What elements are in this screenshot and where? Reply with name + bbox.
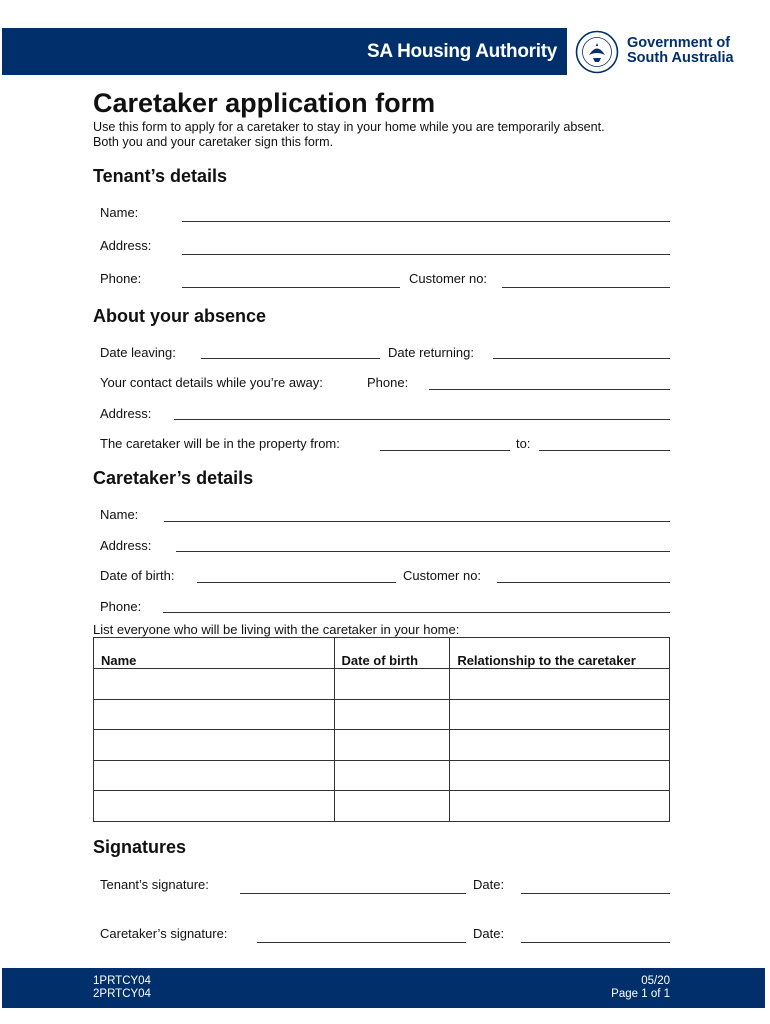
- caretaker-dob-field[interactable]: [197, 582, 396, 583]
- table-cell[interactable]: [94, 669, 335, 700]
- property-to-label: to:: [516, 436, 531, 451]
- tenant-name-field[interactable]: [182, 221, 670, 222]
- date-leaving-label: Date leaving:: [100, 345, 176, 360]
- caretaker-phone-label: Phone:: [100, 599, 142, 614]
- caretaker-date-field[interactable]: [521, 942, 670, 943]
- property-from-label: The caretaker will be in the property from:: [100, 436, 340, 451]
- tenant-customer-field[interactable]: [502, 287, 670, 288]
- table-cell[interactable]: [334, 730, 450, 761]
- header-banner: [2, 28, 567, 75]
- household-list-label: List everyone who will be living with the caretaker in your home:: [93, 622, 460, 637]
- page-info: [611, 975, 670, 1001]
- form-code-1: 1PRTCY04: [93, 975, 151, 987]
- table-cell[interactable]: [334, 791, 450, 822]
- intro-line-2: Both you and your caretaker sign this form.: [93, 135, 334, 149]
- away-phone-field[interactable]: [429, 389, 670, 390]
- table-row: [94, 669, 670, 700]
- form-intro: [93, 120, 605, 150]
- date-returning-label: Date returning:: [388, 345, 474, 360]
- form-version: 05/20: [641, 975, 670, 987]
- page-number: Page 1 of 1: [611, 988, 670, 1000]
- sa-crest-logo: [575, 30, 619, 74]
- col-dob-header: Date of birth: [334, 638, 450, 669]
- table-cell[interactable]: [94, 730, 335, 761]
- away-address-field[interactable]: [174, 419, 670, 420]
- table-row: [94, 760, 670, 791]
- table-cell[interactable]: [450, 791, 670, 822]
- tenant-date-field[interactable]: [521, 893, 670, 894]
- contact-details-label: Your contact details while you’re away:: [100, 375, 323, 390]
- signatures-heading: Signatures: [93, 837, 187, 857]
- caretaker-date-label: Date:: [473, 926, 505, 941]
- form-codes: [93, 975, 151, 1001]
- col-relationship-header: Relationship to the caretaker: [450, 638, 670, 669]
- col-name-header: Name: [94, 638, 335, 669]
- caretaker-customer-label: Customer no:: [403, 568, 482, 583]
- caretaker-heading: Caretaker’s details: [93, 468, 254, 488]
- caretaker-phone-field[interactable]: [163, 612, 670, 613]
- property-to-field[interactable]: [539, 450, 670, 451]
- away-phone-label: Phone:: [367, 375, 409, 390]
- table-header-row: [94, 638, 670, 669]
- caretaker-address-field[interactable]: [176, 551, 670, 552]
- tenant-date-label: Date:: [473, 877, 505, 892]
- gov-line-1: Government of: [627, 35, 731, 51]
- date-returning-field[interactable]: [493, 358, 670, 359]
- table-cell[interactable]: [450, 699, 670, 730]
- caretaker-signature-field[interactable]: [257, 942, 466, 943]
- caretaker-dob-label: Date of birth:: [100, 568, 175, 583]
- tenant-customer-label: Customer no:: [409, 271, 488, 286]
- agency-title: SA Housing Authority: [367, 41, 557, 62]
- form-code-2: 2PRTCY04: [93, 988, 151, 1000]
- household-table: [93, 637, 670, 822]
- table-row: [94, 699, 670, 730]
- property-from-field[interactable]: [380, 450, 510, 451]
- caretaker-name-label: Name:: [100, 507, 139, 522]
- table-cell[interactable]: [450, 669, 670, 700]
- tenant-name-label: Name:: [100, 205, 139, 220]
- tenant-address-field[interactable]: [182, 254, 670, 255]
- tenant-signature-label: Tenant’s signature:: [100, 877, 209, 892]
- tenant-address-label: Address:: [100, 238, 152, 253]
- caretaker-address-label: Address:: [100, 538, 152, 553]
- tenant-phone-label: Phone:: [100, 271, 142, 286]
- table-cell[interactable]: [334, 699, 450, 730]
- table-cell[interactable]: [450, 760, 670, 791]
- table-cell[interactable]: [334, 760, 450, 791]
- caretaker-customer-field[interactable]: [497, 582, 670, 583]
- government-wordmark: [627, 36, 734, 66]
- tenant-heading: Tenant’s details: [93, 166, 228, 186]
- absence-heading: About your absence: [93, 306, 267, 326]
- date-leaving-field[interactable]: [201, 358, 380, 359]
- table-cell[interactable]: [450, 730, 670, 761]
- tenant-signature-field[interactable]: [240, 893, 466, 894]
- footer-bar: [2, 968, 765, 1008]
- caretaker-signature-label: Caretaker’s signature:: [100, 926, 228, 941]
- form-title: Caretaker application form: [93, 88, 436, 118]
- away-address-label: Address:: [100, 406, 152, 421]
- table-cell[interactable]: [334, 669, 450, 700]
- gov-line-2: South Australia: [627, 50, 734, 66]
- table-row: [94, 730, 670, 761]
- caretaker-name-field[interactable]: [164, 521, 670, 522]
- tenant-phone-field[interactable]: [182, 287, 400, 288]
- table-row: [94, 791, 670, 822]
- table-cell[interactable]: [94, 791, 335, 822]
- table-cell[interactable]: [94, 699, 335, 730]
- intro-line-1: Use this form to apply for a caretaker to stay in your home while you are temporarily absent.: [93, 120, 605, 134]
- table-cell[interactable]: [94, 760, 335, 791]
